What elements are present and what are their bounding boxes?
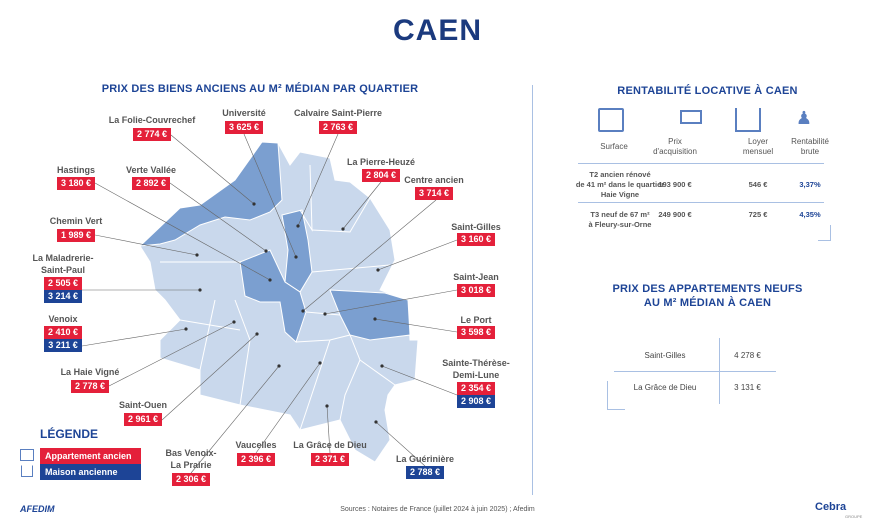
district-name: Saint-Ouen — [118, 400, 167, 410]
district-name: La Maladrerie- — [32, 253, 94, 263]
appartement-price-badge: 2 371 € — [311, 453, 349, 466]
district-dot — [195, 253, 198, 256]
neufs-prix: 3 131 € — [734, 383, 761, 392]
row1-surface: T2 ancien rénové de 41 m² dans le quartier Haie Vigne — [575, 170, 665, 199]
appartement-price-badge: 3 714 € — [415, 187, 453, 200]
district-dot — [277, 364, 280, 367]
row2-surface: T3 neuf de 67 m² à Fleury-sur-Orne — [588, 210, 652, 229]
district-dot — [296, 224, 299, 227]
district-name: Saint-Paul — [40, 265, 85, 275]
appartement-price-badge: 3 598 € — [457, 326, 495, 339]
appartement-price-badge: 2 505 € — [44, 277, 82, 290]
district-name: Bas Venoix- — [165, 448, 217, 458]
neufs-title: PRIX DES APPARTEMENTS NEUFS AU M² MÉDIAN À CAEN — [612, 283, 803, 309]
district-name: Verte Vallée — [125, 165, 177, 175]
appartement-price-badge: 3 018 € — [457, 284, 495, 297]
header-loyer: Loyer mensuel — [742, 137, 774, 156]
legend-appartement: Appartement ancien — [40, 448, 141, 464]
legend-title: LÉGENDE — [40, 427, 99, 441]
header-surface: Surface — [600, 142, 628, 151]
district-name: Sainte-Thérèse- — [442, 358, 510, 368]
row1-prix: 193 900 € — [658, 180, 692, 189]
corner-bracket — [607, 381, 608, 409]
appartement-price-badge: 3 180 € — [57, 177, 95, 190]
neufs-quartier: La Grâce de Dieu — [633, 383, 697, 392]
sources: Sources : Notaires de France (juillet 2024 à juin 2025) ; Afedim — [340, 506, 535, 513]
district-name: Calvaire Saint-Pierre — [293, 108, 383, 118]
sale-sign-icon — [680, 110, 702, 124]
district-label — [91, 164, 211, 176]
district-dot — [323, 312, 326, 315]
table-divider — [578, 163, 824, 164]
district-name: Saint-Jean — [453, 272, 499, 282]
rentabilite-title: RENTABILITÉ LOCATIVE À CAEN — [617, 85, 798, 97]
district-name: Demi-Lune — [452, 370, 500, 380]
floor-plan-icon — [598, 108, 624, 132]
district-name: Centre ancien — [404, 175, 464, 185]
row1-rentabilite: 3,37% — [799, 180, 821, 189]
apartment-building-icon — [20, 449, 34, 461]
district-name: La Haie Vigné — [60, 367, 120, 377]
row2-rentabilite: 4,35% — [799, 210, 821, 219]
district-name: Saint-Gilles — [451, 222, 501, 232]
district-dot — [198, 288, 201, 291]
district-label — [30, 366, 150, 378]
appartement-price-badge: 2 354 € — [457, 382, 495, 395]
district-name: La Guérinière — [395, 454, 455, 464]
appartement-price-badge: 2 774 € — [133, 128, 171, 141]
appartement-price-badge: 3 160 € — [457, 233, 495, 246]
appartement-price-badge: 2 410 € — [44, 326, 82, 339]
district-label — [3, 313, 123, 325]
district-name: Université — [222, 108, 266, 118]
district-dot — [232, 320, 235, 323]
header-rentabilite: Rentabilité brute — [791, 137, 829, 156]
district-label — [416, 221, 536, 233]
neufs-divider — [614, 371, 776, 372]
district-label — [416, 271, 536, 283]
district-dot — [294, 255, 297, 258]
cebra-logo-sub: GROUPE — [845, 514, 863, 519]
district-dot — [341, 227, 344, 230]
corner-bracket — [830, 225, 831, 241]
district-dot — [255, 332, 258, 335]
district-label — [416, 314, 536, 326]
header-prix: Prix d'acquisition — [653, 137, 697, 156]
district-dot — [264, 249, 267, 252]
appartement-price-badge: 2 961 € — [124, 413, 162, 426]
page-title: CAEN — [392, 14, 482, 47]
district-label — [374, 174, 494, 186]
district-label — [3, 252, 123, 276]
district-dot — [325, 404, 328, 407]
maison-price-badge: 2 908 € — [457, 395, 495, 408]
house-euro-icon — [735, 108, 761, 132]
district-dot — [376, 268, 379, 271]
maison-price-badge: 3 211 € — [44, 339, 82, 352]
corner-bracket — [818, 240, 831, 241]
column-divider — [532, 85, 533, 495]
district-label — [131, 447, 251, 471]
district-name: Vaucelles — [235, 440, 277, 450]
table-divider — [578, 202, 824, 203]
district-label — [16, 215, 136, 227]
cebra-logo: Cebra — [815, 501, 847, 513]
district-dot — [373, 317, 376, 320]
district-dot — [301, 309, 304, 312]
district-dot — [184, 327, 187, 330]
map-title: PRIX DES BIENS ANCIENS AU M² MÉDIAN PAR QUARTIER — [101, 83, 419, 95]
district-name: Le Port — [460, 315, 492, 325]
district-dot — [318, 361, 321, 364]
maison-price-badge: 3 214 € — [44, 290, 82, 303]
row1-loyer: 546 € — [748, 180, 768, 189]
appartement-price-badge: 2 763 € — [319, 121, 357, 134]
district-dot — [374, 420, 377, 423]
district-name: Hastings — [56, 165, 95, 175]
district-name: Chemin Vert — [49, 216, 103, 226]
maison-price-badge: 2 788 € — [406, 466, 444, 479]
district-label — [278, 107, 398, 119]
neufs-quartier: Saint-Gilles — [644, 351, 686, 360]
district-label — [83, 399, 203, 411]
district-name: La Grâce de Dieu — [293, 440, 367, 450]
appartement-price-badge: 3 625 € — [225, 121, 263, 134]
district-name: La Pierre-Heuzé — [346, 157, 416, 167]
corner-bracket — [607, 409, 625, 410]
district-label — [365, 453, 485, 465]
district-name: La Prairie — [170, 460, 212, 470]
district-dot — [252, 202, 255, 205]
neufs-prix: 4 278 € — [734, 351, 761, 360]
district-name: Venoix — [48, 314, 78, 324]
legend-maison: Maison ancienne — [40, 464, 141, 480]
district-label — [416, 357, 536, 381]
row2-loyer: 725 € — [748, 210, 768, 219]
appartement-price-badge: 2 892 € — [132, 177, 170, 190]
afedim-logo: AFEDIM — [20, 504, 55, 514]
appartement-price-badge: 1 989 € — [57, 229, 95, 242]
house-icon — [21, 465, 33, 477]
district-dot — [268, 278, 271, 281]
district-name: La Folie-Couvrechef — [108, 115, 196, 125]
district-label — [321, 156, 441, 168]
appartement-price-badge: 2 306 € — [172, 473, 210, 486]
appartement-price-badge: 2 804 € — [362, 169, 400, 182]
district-dot — [380, 364, 383, 367]
row2-prix: 249 900 € — [658, 210, 692, 219]
appartement-price-badge: 2 396 € — [237, 453, 275, 466]
appartement-price-badge: 2 778 € — [71, 380, 109, 393]
chess-pieces-icon: ♟ — [795, 108, 813, 128]
